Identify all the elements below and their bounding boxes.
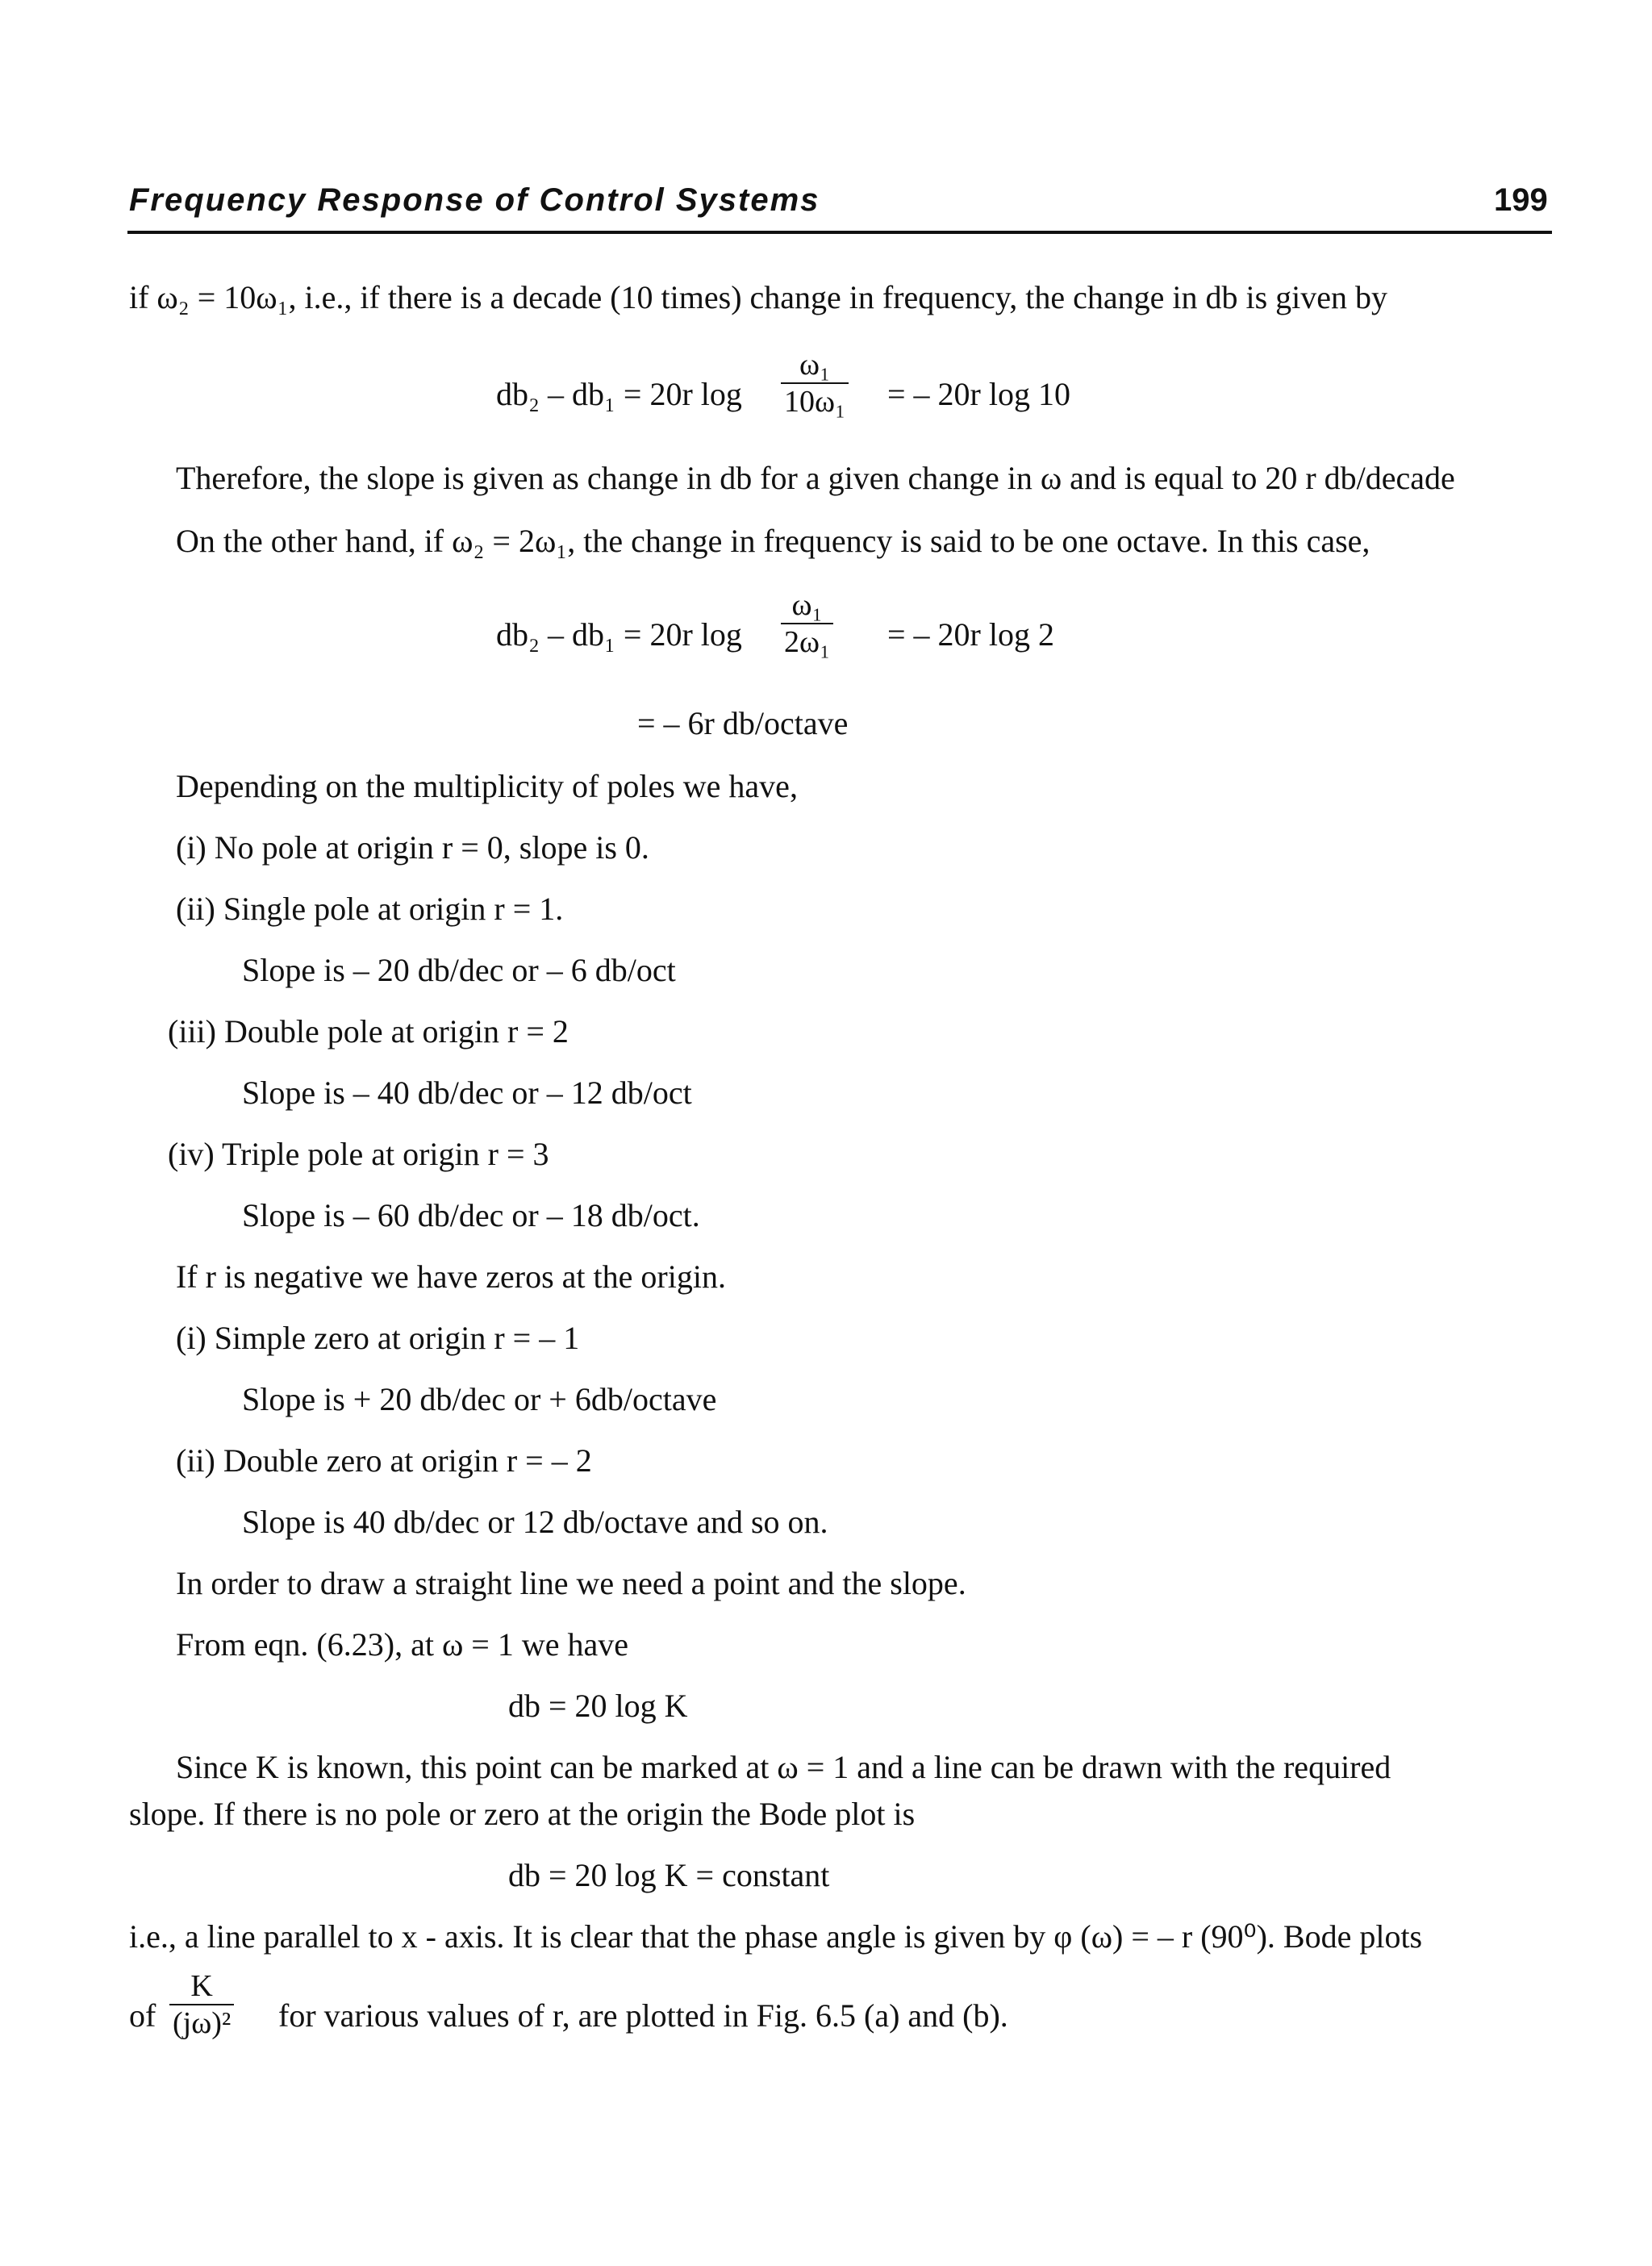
equation-rhs: = – 20r log 2 xyxy=(887,616,1054,653)
paragraph-line: On the other hand, if ω₂ = 2ω₁, the change in frequency is said to be one octave. In this case, xyxy=(176,523,1370,559)
list-item-detail: Slope is – 20 db/dec or – 6 db/oct xyxy=(242,952,676,988)
list-item: (iv) Triple pole at origin r = 3 xyxy=(168,1136,549,1172)
list-item: (ii) Single pole at origin r = 1. xyxy=(176,891,564,927)
equation-line: = – 6r db/octave xyxy=(637,705,849,741)
list-item-detail: Slope is + 20 db/dec or + 6db/octave xyxy=(242,1381,717,1417)
paragraph-line: i.e., a line parallel to x - axis. It is clear that the phase angle is given by φ (ω) = – r (90⁰). Bode plots xyxy=(129,1918,1423,1955)
paragraph-line: From eqn. (6.23), at ω = 1 we have xyxy=(176,1626,628,1663)
paragraph-line: for various values of r, are plotted in Fig. 6.5 (a) and (b). xyxy=(278,1997,1008,2034)
equation-lhs: db₂ – db₁ = 20r log xyxy=(496,376,742,412)
fraction-numerator: K xyxy=(190,1969,213,2003)
equation-line: db = 20 log K xyxy=(508,1688,688,1724)
list-item: (ii) Double zero at origin r = – 2 xyxy=(176,1442,592,1479)
list-item: (iii) Double pole at origin r = 2 xyxy=(168,1013,569,1050)
list-item-detail: Slope is – 40 db/dec or – 12 db/oct xyxy=(242,1075,692,1111)
paragraph-line: Depending on the multiplicity of poles we have, xyxy=(176,768,798,804)
fraction-numerator: ω₁ xyxy=(799,348,831,382)
paragraph-line: In order to draw a straight line we need a point and the slope. xyxy=(176,1565,966,1601)
equation-fraction xyxy=(781,347,849,419)
paragraph-line: Since K is known, this point can be marked at ω = 1 and a line can be drawn with the required xyxy=(176,1749,1391,1785)
list-item: (i) Simple zero at origin r = – 1 xyxy=(176,1320,580,1356)
equation-line: db = 20 log K = constant xyxy=(508,1857,830,1893)
fraction-denominator: 2ω₁ xyxy=(784,625,831,659)
equation-lhs: db₂ – db₁ = 20r log xyxy=(496,616,742,653)
paragraph-line: If r is negative we have zeros at the origin. xyxy=(176,1258,726,1295)
equation-rhs: = – 20r log 10 xyxy=(887,376,1070,412)
page-number: 199 xyxy=(1494,182,1548,218)
list-item: (i) No pole at origin r = 0, slope is 0. xyxy=(176,829,649,866)
list-item-detail: Slope is – 60 db/dec or – 18 db/oct. xyxy=(242,1197,700,1233)
paragraph-line: if ω₂ = 10ω₁, i.e., if there is a decade (10 times) change in frequency, the change in db is given by xyxy=(129,279,1387,315)
paragraph-word: of xyxy=(129,1997,156,2034)
header-rule xyxy=(127,231,1552,234)
list-item-detail: Slope is 40 db/dec or 12 db/octave and so on. xyxy=(242,1504,828,1540)
paragraph-line: Therefore, the slope is given as change in db for a given change in ω and is equal to 20 r db/decade xyxy=(176,460,1455,496)
fraction-denominator: (jω)² xyxy=(173,2006,232,2040)
running-header-title: Frequency Response of Control Systems xyxy=(129,182,820,218)
fraction-numerator: ω₁ xyxy=(791,588,823,622)
equation-fraction xyxy=(781,587,833,660)
inline-fraction xyxy=(169,1968,234,2041)
fraction-denominator: 10ω₁ xyxy=(784,385,846,419)
paragraph-line: slope. If there is no pole or zero at the origin the Bode plot is xyxy=(129,1796,916,1832)
